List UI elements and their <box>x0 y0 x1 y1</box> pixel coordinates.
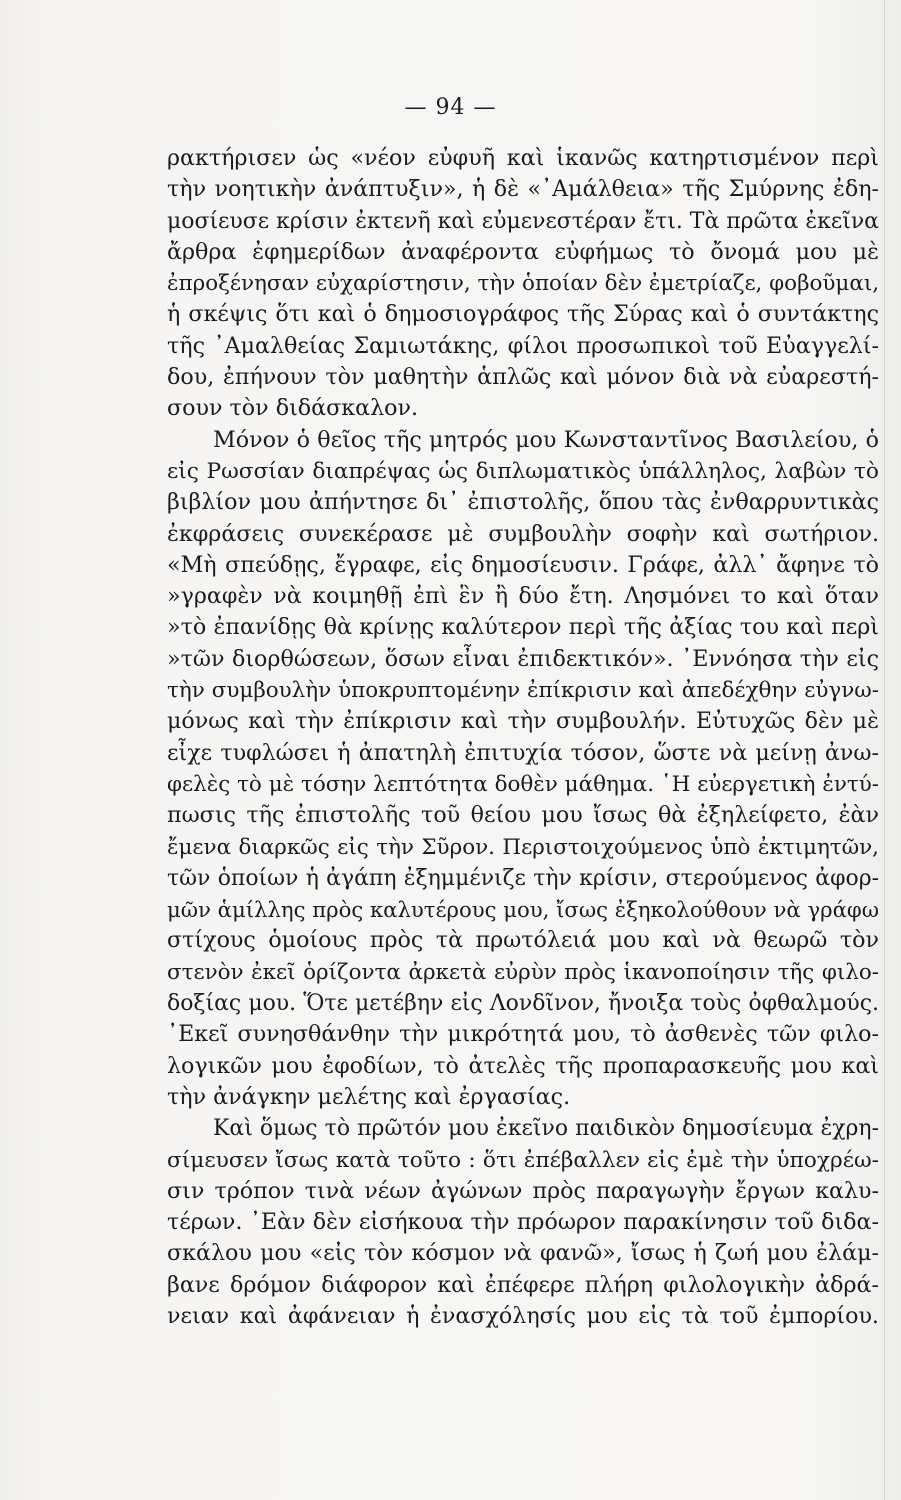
text-line: μόνως καὶ τὴν ἐπίκρισιν καὶ τὴν συμβουλήν. Εὐτυχῶς δὲν μὲ <box>167 708 879 735</box>
text-line: ἄρθρα ἐφημερίδων ἀναφέροντα εὐφήμως τὸ ὄνομά μου μὲ <box>167 238 879 265</box>
text-line: λογικῶν μου ἐφοδίων, τὸ ἀτελὲς τῆς προπαρασκευῆς μου καὶ <box>167 1052 879 1079</box>
text-line: τὴν συμβουλὴν ὑποκρυπτομένην ἐπίκρισιν καὶ ἀπεδέχθην εὐγνω- <box>167 678 879 704</box>
text-line: τῆς ᾿Αμαλθείας Σαμιωτάκης, φίλοι προσωπικοὶ τοῦ Εὐαγγελί- <box>167 332 879 359</box>
text-line: βιβλίον μου ἀπήντησε δι᾿ ἐπιστολῆς, ὅπου τὰς ἐνθαρρυντικὰς <box>167 489 879 516</box>
text-line: ἐπροξένησαν εὐχαρίστησιν, τὴν ὁποίαν δὲν ἐμετρίαζε, φοβοῦμαι, <box>167 271 880 297</box>
page-edge-divider <box>884 0 885 1500</box>
text-line: »γραφὲν νὰ κοιμηθῇ ἐπὶ ἓν ἢ δύο ἔτη. Λησμόνει το καὶ ὅταν <box>167 583 879 610</box>
text-line: δοξίας μου. Ὅτε μετέβην εἰς Λονδῖνον, ἤνοιξα τοὺς ὀφθαλμούς. <box>167 991 879 1017</box>
text-line: ἔμενα διαρκῶς εἰς τὴν Σῦρον. Περιστοιχούμενος ὑπὸ ἐκτιμητῶν, <box>167 834 879 860</box>
text-line: «Μὴ σπεύδῃς, ἔγραφε, εἰς δημοσίευσιν. Γράφε, ἀλλ᾿ ἄφηνε τὸ <box>167 551 879 578</box>
page-number: — 94 — <box>404 95 497 120</box>
text-line: πωσις τῆς ἐπιστολῆς τοῦ θείου μου ἴσως θὰ ἐξηλείφετο, ἐὰν <box>167 802 879 829</box>
text-line: τῶν ὁποίων ἡ ἀγάπη ἐξημμένιζε τὴν κρίσιν, στερούμενος ἀφορ- <box>167 865 879 891</box>
text-line: ἐκφράσεις συνεκέρασε μὲ συμβουλὴν σοφὴν καὶ σωτήριον. <box>167 520 879 547</box>
text-line: στίχους ὁμοίους πρὸς τὰ πρωτόλειά μου καὶ νὰ θεωρῶ τὸν <box>167 927 879 954</box>
text-line: βανε δρόμον διάφορον καὶ ἐπέφερε πλήρη φιλολογικὴν ἀδρά- <box>167 1271 879 1298</box>
text-line: εἰς Ρωσσίαν διαπρέψας ὡς διπλωματικὸς ὑπάλληλος, λαβὼν τὸ <box>167 458 879 484</box>
text-line: Μόνον ὁ θεῖος τῆς μητρός μου Κωνσταντῖνος Βασιλείου, ὁ <box>213 426 879 453</box>
text-line: τέρων. ᾿Εὰν δὲν εἰσήκουα τὴν πρόωρον παρακίνησιν τοῦ διδα- <box>167 1209 879 1236</box>
text-line: ᾿Εκεῖ συνησθάνθην τὴν μικρότητά μου, τὸ ἀσθενὲς τῶν φιλο- <box>167 1021 879 1048</box>
body-text <box>167 143 879 1332</box>
text-line: σιν τρόπον τινὰ νέων ἀγώνων πρὸς παραγωγὴν ἔργων καλυ- <box>167 1177 879 1204</box>
text-line: μῶν ἁμίλλης πρὸς καλυτέρους μου, ἴσως ἐξηκολούθουν νὰ γράφω <box>167 897 879 923</box>
text-line: »τὸ ἐπανίδῃς θὰ κρίνῃς καλύτερον περὶ τῆς ἀξίας του καὶ περὶ <box>167 614 879 641</box>
text-line: σουν τὸν διδάσκαλον. <box>167 395 419 422</box>
text-line: στενὸν ἐκεῖ ὁρίζοντα ἀρκετὰ εὐρὺν πρὸς ἱκανοποίησιν τῆς φιλο- <box>167 959 879 985</box>
text-line: δου, ἐπήνουν τὸν μαθητὴν ἁπλῶς καὶ μόνον διὰ νὰ εὐαρεστή- <box>167 364 879 391</box>
text-line: σκάλου μου «εἰς τὸν κόσμον νὰ φανῶ», ἴσως ἡ ζωή μου ἐλάμ- <box>167 1240 879 1267</box>
text-line: σίμευσεν ἴσως κατὰ τοῦτο : ὅτι ἐπέβαλλεν εἰς ἐμὲ τὴν ὑποχρέω- <box>167 1147 879 1173</box>
text-line: τὴν νοητικὴν ἀνάπτυξιν», ἡ δὲ «᾿Αμάλθεια» τῆς Σμύρνης ἐδη- <box>167 176 879 203</box>
text-line: τὴν ἀνάγκην μελέτης καὶ ἐργασίας. <box>167 1083 571 1110</box>
text-line: ἡ σκέψις ὅτι καὶ ὁ δημοσιογράφος τῆς Σύρας καὶ ὁ συντάκτης <box>167 301 879 328</box>
text-line: »τῶν διορθώσεων, ὅσων εἶναι ἐπιδεκτικόν». ᾿Εννόησα τὴν εἰς <box>167 645 879 672</box>
text-line: Καὶ ὅμως τὸ πρῶτόν μου ἐκεῖνο παιδικὸν δημοσίευμα ἐχρη- <box>213 1116 879 1142</box>
text-line: μοσίευσε κρίσιν ἐκτενῆ καὶ εὐμενεστέραν ἔτι. Τὰ πρῶτα ἐκεῖνα <box>167 208 879 234</box>
text-line: ρακτήρισεν ὡς «νέον εὐφυῆ καὶ ἱκανῶς κατηρτισμένον περὶ <box>167 145 879 171</box>
text-line: εἶχε τυφλώσει ἡ ἀπατηλὴ ἐπιτυχία τόσον, ὥστε νὰ μείνῃ ἀνω- <box>167 739 879 766</box>
text-line: νειαν καὶ ἀφάνειαν ἡ ἐνασχόλησίς μου εἰς τὰ τοῦ ἐμπορίου. <box>167 1302 879 1329</box>
text-line: φελὲς τὸ μὲ τόσην λεπτότητα δοθὲν μάθημα. ῾Η εὐεργετικὴ ἐντύ- <box>167 771 879 797</box>
